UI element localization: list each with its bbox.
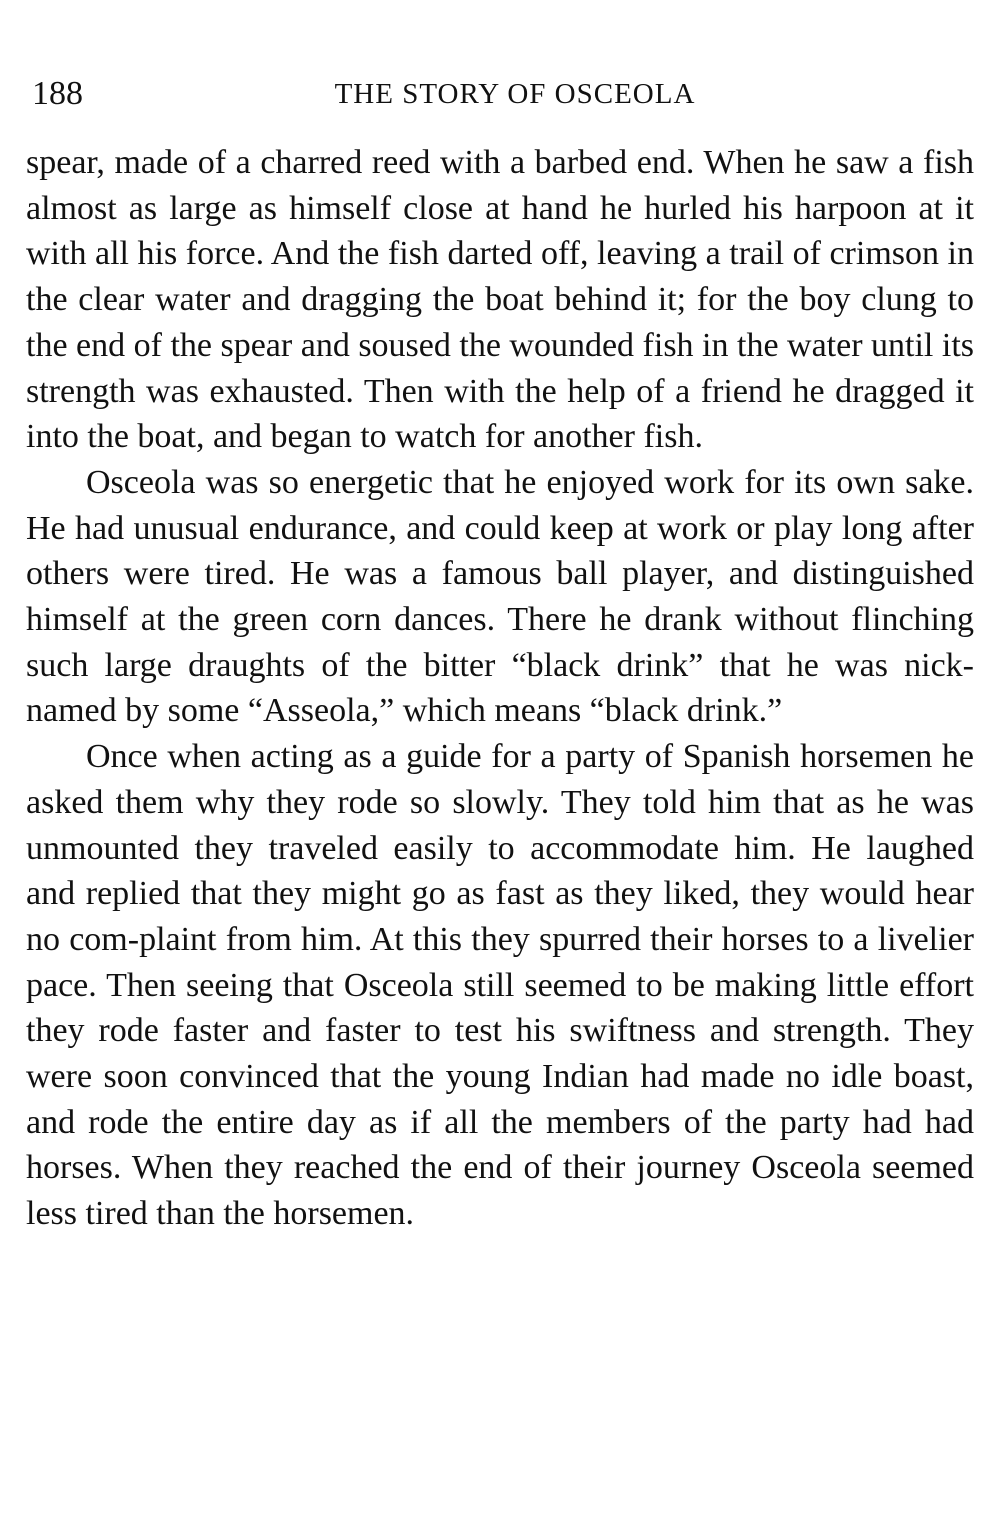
page-number: 188	[32, 75, 83, 112]
body-text	[26, 140, 974, 1237]
paragraph: Once when acting as a guide for a party of Spanish horsemen he asked them why they rode so slowly. They told him that as he was unmounted they traveled easily to accommodate him. He laughed and replied that they might go as fast as they liked, they would hear no com-plaint from him. At this they spurred their horses to a livelier pace. Then seeing that Osceola still seemed to be making little effort they rode faster and faster to test his swiftness and strength. They were soon convinced that the young Indian had made no idle boast, and rode the entire day as if all the members of the party had had horses. When they reached the end of their journey Osceola seemed less tired than the horsemen.	[26, 738, 974, 1233]
running-title: THE STORY OF OSCEOLA	[334, 78, 696, 110]
paragraph: Osceola was so energetic that he enjoyed work for its own sake. He had unusual endurance, and could keep at work or play long after others were tired. He was a famous ball player, and distinguished himself at the green corn dances. There he drank without flinching such large draughts of the bitter “black drink” that he was nick-named by some “Asseola,” which means “black drink.”	[26, 463, 974, 730]
paragraph-continued: spear, made of a charred reed with a barbed end. When he saw a fish almost as large as himself close at hand he hurled his harpoon at it with all his force. And the fish darted off, leaving a trail of crimson in the clear water and dragging the boat behind it; for the boy clung to the end of the spear and soused the wounded fish in the water until its strength was exhausted. Then with the help of a friend he dragged it into the boat, and began to watch for another fish.	[26, 144, 974, 456]
running-head	[26, 72, 974, 116]
